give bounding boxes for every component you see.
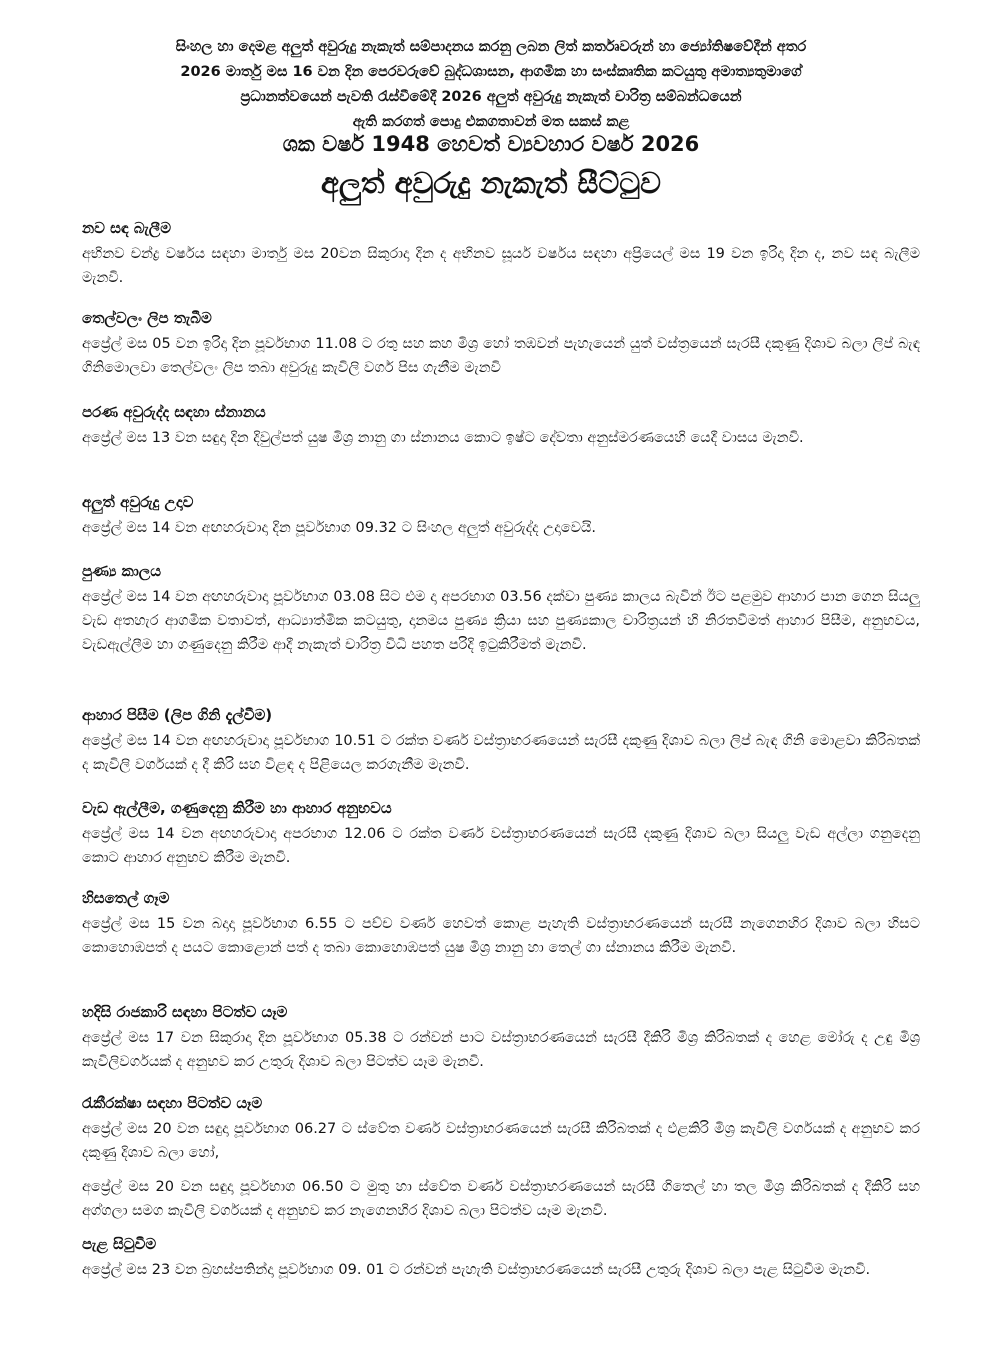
section-heading: තෙල්වලං ලිප තැබීම bbox=[82, 309, 212, 327]
document-title: අලුත් අවුරුදු නැකැත් සීට්ටුව bbox=[321, 166, 661, 200]
section-paragraph: අප්‍රේල් මස 14 වන අඟහරුවාදා පූර්වභාග 10.51 ට රක්ත වර්ණ වස්ත්‍රාභරණයෙන් සැරසී දකුණු දිශාව බලා ලිප් බැඳ ගිනි මොළවා කිරිබතක් ද කැවිලි වර්ගයක් ද දී කිරි සහ විළඳ ද පිළියෙල කරගැනීම මැනවි. bbox=[82, 733, 920, 773]
section-heading: අලුත් අවුරුදු උදාව bbox=[82, 493, 194, 511]
section bbox=[82, 306, 920, 390]
section bbox=[82, 703, 920, 787]
section bbox=[82, 1232, 920, 1292]
section-heading: පුණ්‍ය කාලය bbox=[82, 562, 162, 580]
section bbox=[82, 886, 920, 970]
section bbox=[82, 490, 920, 550]
section-paragraph: අප්‍රේල් මස 13 වන සඳුදා දින දිවුල්පත් යුෂ මිශ්‍ර නානු ගා ස්නානය කොට ඉෂ්ට දේවතා අනුස්මරණයෙහි යෙදී වාසය මැනවි. bbox=[82, 430, 804, 446]
section-heading: හදිසි රාජකාරි සඳහා පිටත්ව යෑම bbox=[82, 1003, 288, 1021]
header-line-2: 2026 මාර්තු මස 16 වන දින පෙරවරුවේ බුද්ධශාසන, ආගමික හා සංස්කෘතික කටයුතු අමාත්‍යතුමාගේ bbox=[180, 64, 802, 80]
section bbox=[82, 559, 920, 667]
header-line-4: ඇති කරගත් පොදු එකගතාවන් මත සකස් කළ bbox=[352, 114, 630, 130]
section-heading: පරණ අවුරුද්ද සඳහා ස්නානය bbox=[82, 403, 266, 421]
section-paragraph: අභිනව චන්ද්‍ර වර්ෂය සඳහා මාර්තු මස 20වන සිකුරාදා දින ද අභිනව සූර්ය වර්ෂය සඳහා අප්‍රියෙල් මස 19 වන ඉරිදා දින ද, නව සඳ බැලීම මැනවි. bbox=[82, 246, 920, 286]
section-paragraph: අප්‍රේල් මස 17 වන සිකුරාදා දින පූර්වභාග 05.38 ට රන්වන් පාට වස්ත්‍රාභරණයෙන් සැරසී දීකිරි මිශ්‍ර කිරිබතක් ද හෙළ මෝරු ද උඳු මිශ්‍ර කැවිලිවර්ගයක් ද අනුභව කර උතුරු දිශාව බලා පිටත්ව යෑම මැනවි. bbox=[82, 1030, 920, 1070]
section-heading: පැළ සිටුවීම bbox=[82, 1235, 157, 1253]
section-heading: රැකීරක්ෂා සඳහා පිටත්ව යෑම bbox=[82, 1094, 263, 1112]
section-heading: ආහාර පිසීම (ලිප ගිනි දැල්වීම) bbox=[82, 706, 273, 724]
section-paragraph: අප්‍රේල් මස 14 වන අඟහරුවාදා දින පූර්වභාග 09.32 ට සිංහල අලුත් අවුරුද්ද උදාවෙයි. bbox=[82, 520, 597, 536]
section-heading: වැඩ ඇල්ලීම, ගණුදෙනු කිරීම හා ආහාර අනුභවය bbox=[82, 799, 392, 817]
section-paragraph: අප්‍රේල් මස 15 වන බදාදා පූර්වභාග 6.55 ට පච්ච වර්ණ හෙවත් කොළ පැහැති වස්ත්‍රාභරණයෙන් සැරසී නැගෙනහිර දිශාව බලා හිසට කොහොඹපත් ද පයට කොළොන් පත් ද තබා කොහොඹපත් යුෂ මිශ්‍ර නානු හා තෙල් ගා ස්නානය කිරීම මැනවි. bbox=[82, 916, 920, 956]
section-paragraph: අප්‍රේල් මස 14 වන අඟහරුවාදා අපරභාග 12.06 ට රක්ත වර්ණ වස්ත්‍රාභරණයෙන් සැරසී දකුණු දිශාව බලා සියලු වැඩ අල්ලා ගනුදෙනු කොට ආහාර අනුභව කිරීම මැනවි. bbox=[82, 826, 920, 866]
section bbox=[82, 796, 920, 880]
document-subtitle: ශක වර්ෂ 1948 හෙවත් ව්‍යවහාර වර්ෂ 2026 bbox=[282, 132, 700, 156]
section-paragraph: අප්‍රේල් මස 14 වන අඟහරුවාදා පූර්වභාග 03.08 සිට එම දා අපරභාග 03.56 දක්වා පුණ්‍ය කාලය බැවින් ඊට පළමුව ආහාර පාන ගෙන සියලු වැඩ අතහැර ආගමික වතාවත්, ආධ්‍යාත්මික කටයුතු, දානමය පුණ්‍ය ක්‍රියා සහ පුණ්‍යකාල චාරිත්‍රයන් හි නිරතවීමත් ආහාර පිසීම, අනුභවය, වැඩඇල්ලීම හා ගණුදෙනු කිරීම ආදී නැකැත් චාරිත්‍ර විධි පහත පරිදි ඉටුකිරීමත් මැනවි. bbox=[82, 589, 920, 653]
header-line-1: සිංහල හා දෙමළ අලුත් අවුරුදු නැකැත් සම්පාදනය කරනු ලබන ලිත් කර්තෘවරුන් හා ජ්‍යෝතිෂවේදීන් අතර bbox=[175, 39, 807, 55]
section bbox=[82, 1091, 920, 1233]
section-paragraph: අප්‍රේල් මස 20 වන සඳුදා පූර්වභාග 06.27 ට ස්වේත වර්ණ වස්ත්‍රාභරණයෙන් සැරසී කිරිබතක් ද එළකිරි මිශ්‍ර කැවිලි වර්ගයක් ද අනුභව කර දකුණු දිශාව බලා හෝ, bbox=[82, 1121, 920, 1161]
section bbox=[82, 1000, 920, 1084]
header-line-3: ප්‍රධානත්වයෙන් පැවති රැස්වීමේදී 2026 අලුත් අවුරුදු නැකැත් චාරිත්‍ර සම්බන්ධයෙන් bbox=[240, 89, 742, 105]
section-paragraph: අප්‍රේල් මස 23 වන බ්‍රහස්පතින්දා පූර්වභාග 09. 01 ට රන්වන් පැහැති වස්ත්‍රාභරණයෙන් සැරසී උතුරු දිශාව බලා පැළ සිටුවීම මැනවි. bbox=[82, 1262, 871, 1278]
section-heading: හිසතෙල් ගෑම bbox=[82, 889, 170, 907]
section-paragraph: අප්‍රේල් මස 05 වන ඉරිදා දින පූර්වභාග 11.08 ට රතු සහ කහ මිශ්‍ර හෝ තඹවන් පැහැයෙන් යුත් වස්ත්‍රයෙන් සැරසී දකුණු දිශාව බලා ලිප් බැඳ ගිනිමොලවා තෙල්වලං ලිප තබා අවුරුදු කැවිලි වර්ග පිස ගැනීම මැනවි bbox=[82, 336, 920, 376]
section-heading: නව සඳ බැලීම bbox=[82, 219, 171, 237]
section bbox=[82, 216, 920, 300]
section bbox=[82, 400, 920, 460]
section-paragraph: අප්‍රේල් මස 20 වන සඳුදා පූර්වභාග 06.50 ට මුතු හා ස්වේත වර්ණ වස්ත්‍රාභරණයෙන් සැරසී ගිතෙල් හා තල මිශ්‍ර කිරිබතක් ද දීකිරි සහ අග්ගලා සමග කැවිලි වර්ගයක් ද අනුභව කර නැගෙනහිර දිශාව බලා පිටත්ව යෑම මැනවි. bbox=[82, 1179, 920, 1219]
